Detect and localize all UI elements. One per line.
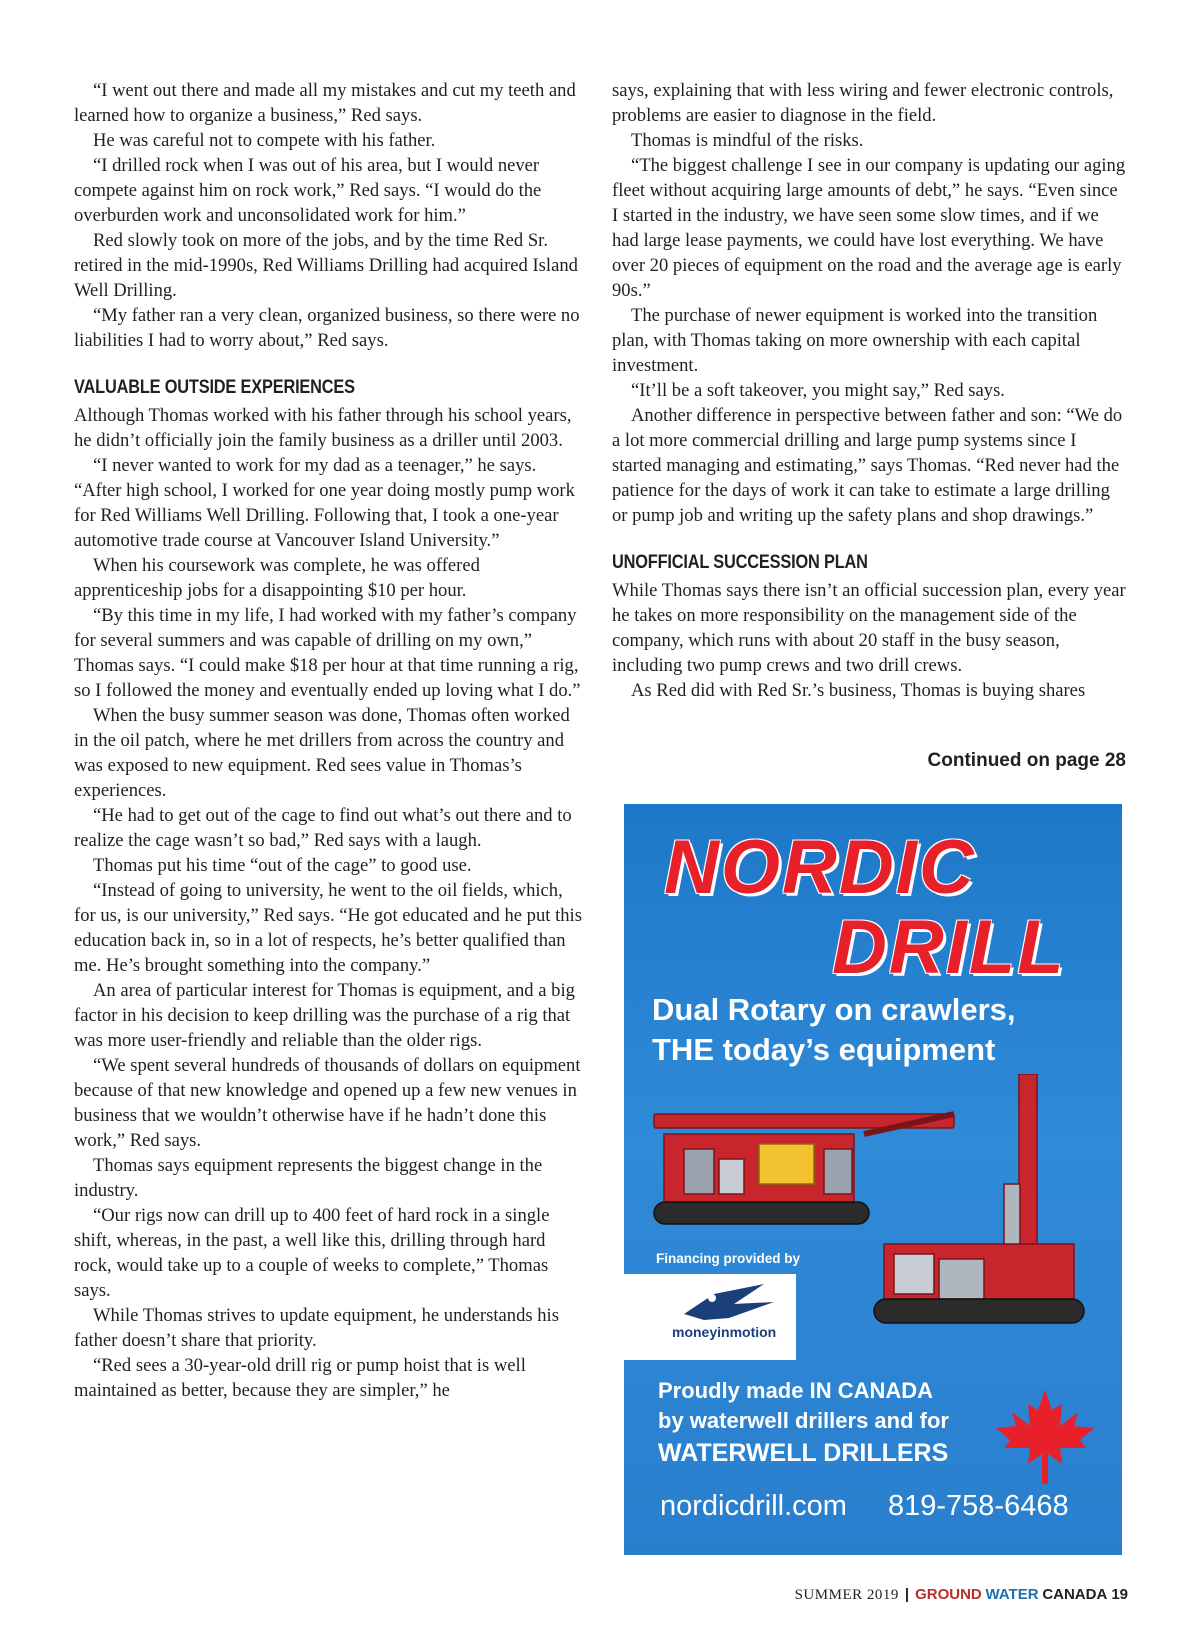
- paragraph: “It’ll be a soft takeover, you might say,” Red says.: [631, 380, 1005, 401]
- tagline-line1: Dual Rotary on crawlers,: [652, 992, 1016, 1027]
- paragraph: “He had to get out of the cage to find out what’s out there and to realize the cage wasn’t so bad,” Red says with a laugh.: [74, 805, 572, 851]
- maple-leaf-icon: [990, 1388, 1100, 1488]
- paragraph: While Thomas strives to update equipment, he understands his father doesn’t share that priority.: [74, 1305, 559, 1351]
- paragraph: “By this time in my life, I had worked with my father’s company for several summers and was capable of drilling on my own,” Thomas says. “I could make $18 per hour at that time running a rig, so I followed the money and eventually ended up loving what I do.”: [74, 605, 581, 701]
- paragraph: “My father ran a very clean, organized business, so there were no liabilities I had to worry about,” Red says.: [74, 305, 580, 351]
- section-heading: VALUABLE OUTSIDE EXPERIENCES: [74, 377, 355, 398]
- nordic-drill-advertisement[interactable]: [624, 804, 1122, 1555]
- proud-line2: by waterwell drillers and for: [658, 1408, 949, 1433]
- page-footer: [640, 1586, 1128, 1604]
- paragraph: “Instead of going to university, he went to the oil fields, which, for us, is our university,” Red says. “He got educated and he put this education back in, so in a lot of respects, he’s better qualified than me. He’s brought something into the company.”: [74, 880, 582, 976]
- issue-date: SUMMER 2019: [794, 1587, 899, 1603]
- financing-label: Financing provided by: [656, 1251, 801, 1266]
- page-number: 19: [1111, 1586, 1128, 1603]
- paragraph: “Red sees a 30-year-old drill rig or pump hoist that is well maintained as better, because they are simpler,” he: [74, 1355, 526, 1401]
- paragraph: “We spent several hundreds of thousands of dollars on equipment because of that new knowledge and opened up a few new venues in business that we wouldn’t otherwise have if he hadn’t done this work,” Red says.: [74, 1055, 581, 1151]
- phone-number: 819-758-6468: [888, 1490, 1069, 1522]
- left-drill-rig: [654, 1114, 954, 1224]
- tagline-line2: THE today’s equipment: [652, 1032, 996, 1067]
- magazine-name-water: WATER: [985, 1586, 1039, 1603]
- paragraph: An area of particular interest for Thomas is equipment, and a big factor in his decision to keep drilling was the purchase of a rig that was more user-friendly and reliable than the older rigs.: [74, 980, 575, 1051]
- proud-line3: WATERWELL DRILLERS: [658, 1439, 949, 1467]
- article-left-column: [74, 78, 586, 1403]
- magazine-name-canada: CANADA: [1042, 1586, 1108, 1603]
- magazine-name-ground: GROUND: [915, 1586, 982, 1603]
- paragraph: Thomas put his time “out of the cage” to good use.: [93, 855, 472, 876]
- paragraph: Red slowly took on more of the jobs, and by the time Red Sr. retired in the mid-1990s, Red Williams Drilling had acquired Island Well Drilling.: [74, 230, 578, 301]
- paragraph: While Thomas says there isn’t an official succession plan, every year he takes on more responsibility on the management side of the company, which runs with about 20 staff in the busy season, including two pump crews and two drill crews.: [612, 580, 1126, 676]
- website-link[interactable]: nordicdrill.com: [660, 1490, 847, 1522]
- paragraph: says, explaining that with less wiring and fewer electronic controls, problems are easier to diagnose in the field.: [612, 80, 1114, 126]
- eagle-icon: [624, 1274, 796, 1360]
- proud-line1: Proudly made IN CANADA: [658, 1378, 934, 1403]
- paragraph: When his coursework was complete, he was offered apprenticeship jobs for a disappointing $10 per hour.: [74, 555, 480, 601]
- paragraph: “The biggest challenge I see in our company is updating our aging fleet without acquiring large amounts of debt,” he says. “Even since I started in the industry, we have seen some slow times, and if we had large lease payments, we could have lost everything. We have over 20 pieces of equipment on the road and the average age is early 90s.”: [612, 155, 1126, 301]
- continued-notice: Continued on page 28: [927, 750, 1126, 771]
- paragraph: When the busy summer season was done, Thomas often worked in the oil patch, where he met drillers from across the country and was exposed to new equipment. Red sees value in Thomas’s experiences.: [74, 705, 570, 801]
- paragraph: He was careful not to compete with his father.: [93, 130, 436, 151]
- paragraph: Another difference in perspective between father and son: “We do a lot more commercial drilling and large pump systems since I started managing and estimating,” says Thomas. “Red never had the patience for the days of work it can take to estimate a large drilling or pump job and writing up the safety plans and shop drawings.”: [612, 405, 1123, 526]
- article-right-column: [612, 78, 1126, 703]
- paragraph: “I went out there and made all my mistakes and cut my teeth and learned how to organize a business,” Red says.: [74, 80, 576, 126]
- ad-tagline: [652, 990, 1112, 1070]
- paragraph: Although Thomas worked with his father through his school years, he didn’t officially join the family business as a driller until 2003.: [74, 405, 572, 451]
- paragraph: “Our rigs now can drill up to 400 feet of hard rock in a single shift, whereas, in the past, a well like this, drilling through hard rock, would take up to a couple of weeks to complete,” Thomas says.: [74, 1205, 550, 1301]
- section-heading: UNOFFICIAL SUCCESSION PLAN: [612, 552, 868, 573]
- financing-brand: moneyinmotion: [672, 1324, 777, 1340]
- right-drill-rig: [874, 1074, 1084, 1323]
- paragraph: “I drilled rock when I was out of his area, but I would never compete against him on rock work,” Red says. “I would do the overburden work and unconsolidated work for him.”: [74, 155, 542, 226]
- brand-logo-line1: NORDIC: [664, 825, 976, 910]
- made-in-canada-text: [658, 1376, 949, 1470]
- moneyinmotion-logo: [624, 1274, 796, 1360]
- paragraph: As Red did with Red Sr.’s business, Thomas is buying shares: [631, 680, 1086, 701]
- paragraph: Thomas says equipment represents the biggest change in the industry.: [74, 1155, 543, 1201]
- brand-logo-line2: DRILL: [832, 905, 1066, 990]
- footer-separator: |: [904, 1586, 910, 1603]
- paragraph: Thomas is mindful of the risks.: [631, 130, 864, 151]
- paragraph: “I never wanted to work for my dad as a teenager,” he says. “After high school, I worked for one year doing mostly pump work for Red Williams Well Drilling. Following that, I took a one-year automotive trade course at Vancouver Island University.”: [74, 455, 575, 551]
- paragraph: The purchase of newer equipment is worked into the transition plan, with Thomas taking on more ownership with each capital investment.: [612, 305, 1098, 376]
